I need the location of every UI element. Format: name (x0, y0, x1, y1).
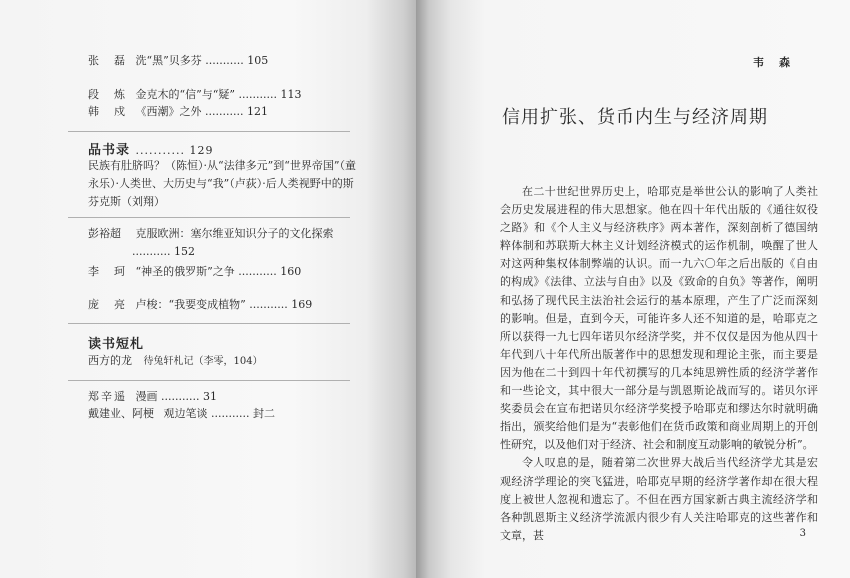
toc-title: 《西潮》之外 (135, 105, 202, 118)
short-notes-heading: 读书短札 (88, 337, 145, 352)
right-page-article (416, 0, 850, 578)
toc-title: 漫画 (135, 390, 158, 403)
toc-page: 113 (280, 88, 302, 101)
toc-leader: ........... (238, 265, 281, 278)
running-head-author: 韦 森 (753, 56, 792, 69)
toc-leader: ........... (161, 390, 203, 403)
toc-author: 段 炼 (88, 88, 127, 101)
toc-page: 160 (280, 265, 302, 278)
book-review-heading-text: 品书录 (88, 143, 131, 158)
toc-author: 韩 戍 (88, 105, 127, 118)
short-notes-title: 西方的龙 (88, 354, 132, 367)
toc-entry (88, 264, 301, 279)
toc-title: 观边笔谈 (163, 407, 208, 420)
toc-page: 31 (202, 390, 217, 403)
toc-leader: ........... (205, 54, 248, 67)
toc-author: 郑辛遥 (88, 390, 127, 403)
toc-leader: ........... (238, 88, 281, 101)
toc-entry (88, 406, 275, 421)
toc-entry-continuation (132, 244, 195, 259)
toc-title: 洗“黑”贝多芬 (135, 54, 202, 67)
toc-leader: ........... (132, 245, 174, 258)
toc-author: 彭裕超 (88, 227, 121, 240)
article-body (500, 183, 818, 545)
toc-page: 封二 (252, 407, 275, 420)
toc-author: 李 珂 (88, 265, 127, 278)
short-notes-entry (88, 353, 263, 369)
toc-leader: ........... (249, 298, 292, 311)
toc-author: 张 磊 (88, 54, 127, 67)
article-paragraph: 在二十世纪世界历史上，哈耶克是举世公认的影响了人类社会历史发展进程的伟大思想家。他在四十年代出版的《通往奴役之路》和《个人主义与经济秩序》两本著作，深刻剖析了德国纳粹体制和苏联斯大林主义计划经济模式的运作机制，唤醒了世人对这两种集权体制弊端的认识。而一九六〇年之后出版的《自由的构成》《法律、立法与自由》以及《致命的自负》等著作，阐明和弘扬了现代民主法治社会运行的基本原理，产生了广泛而深刻的影响。但是，直到今天，可能许多人还不知道的是，哈耶克之所以获得一九七四年诺贝尔经济学奖，并不仅仅是因为他从四十年代到八十年代所出版著作中的思想发现和理论主张，而主要是因为他在二十到四十年代初撰写的几本纯思辨性质的经济学著作和一些论文，其中很大一部分是与凯恩斯论战而写的。诺贝尔评奖委员会在宣布把诺贝尔经济学奖授予哈耶克和缪达尔时就明确指出，颁奖给他们是为“表彰他们在货币政策和商业周期上的开创性研究，以及他们对于经济、社会和制度互动影响的敏锐分析”。 (500, 185, 818, 452)
toc-title: 卢梭：“我要变成植物” (135, 298, 246, 311)
toc-title: 金克木的“信”与“疑” (135, 88, 235, 101)
article-title: 信用扩张、货币内生与经济周期 (502, 107, 768, 128)
toc-entry (88, 53, 268, 68)
book-review-heading (88, 139, 214, 158)
toc-author: 戴建业、阿梗 (88, 407, 154, 420)
article-paragraph: 令人叹息的是，随着第二次世界大战后当代经济学尤其是宏观经济学理论的突飞猛进，哈耶克早期的经济学著作却在很大程度上被世人忽视和遗忘了。不但在西方国家新古典主流经济学和各种凯恩斯主义经济学流派内很少有人关注哈耶克的这些著作和文章，甚 (500, 456, 818, 542)
book-review-list: 民族有肚脐吗？（陈恒）·从“法律多元”到“世界帝国”（童永乐）·人类世、大历史与“我”（卢荻）·后人类视野中的斯芬克斯（刘翔） (88, 159, 356, 208)
toc-page: 105 (247, 54, 269, 67)
section-divider (68, 131, 350, 132)
section-divider (68, 323, 350, 324)
toc-leader: ........... (135, 144, 190, 157)
short-notes-source: 待兔轩札记（李零，104） (143, 356, 263, 367)
section-divider (68, 380, 350, 381)
left-page-contents (0, 0, 416, 578)
toc-entry (88, 389, 217, 404)
page-number: 3 (799, 528, 806, 539)
toc-page: 169 (291, 298, 313, 311)
toc-entry (88, 297, 312, 312)
section-divider (68, 217, 350, 218)
toc-entry (88, 104, 268, 119)
toc-entry (88, 226, 334, 241)
toc-page: 121 (246, 105, 268, 118)
toc-title: 克服欧洲：塞尔维亚知识分子的文化探索 (135, 227, 334, 240)
toc-leader: ........... (205, 105, 247, 118)
toc-entry (88, 87, 301, 102)
toc-author: 庞 亮 (88, 298, 127, 311)
toc-leader: ........... (211, 407, 253, 420)
book-review-page: 129 (189, 144, 214, 157)
toc-page: 152 (173, 245, 195, 258)
toc-title: “神圣的俄罗斯”之争 (135, 265, 235, 278)
